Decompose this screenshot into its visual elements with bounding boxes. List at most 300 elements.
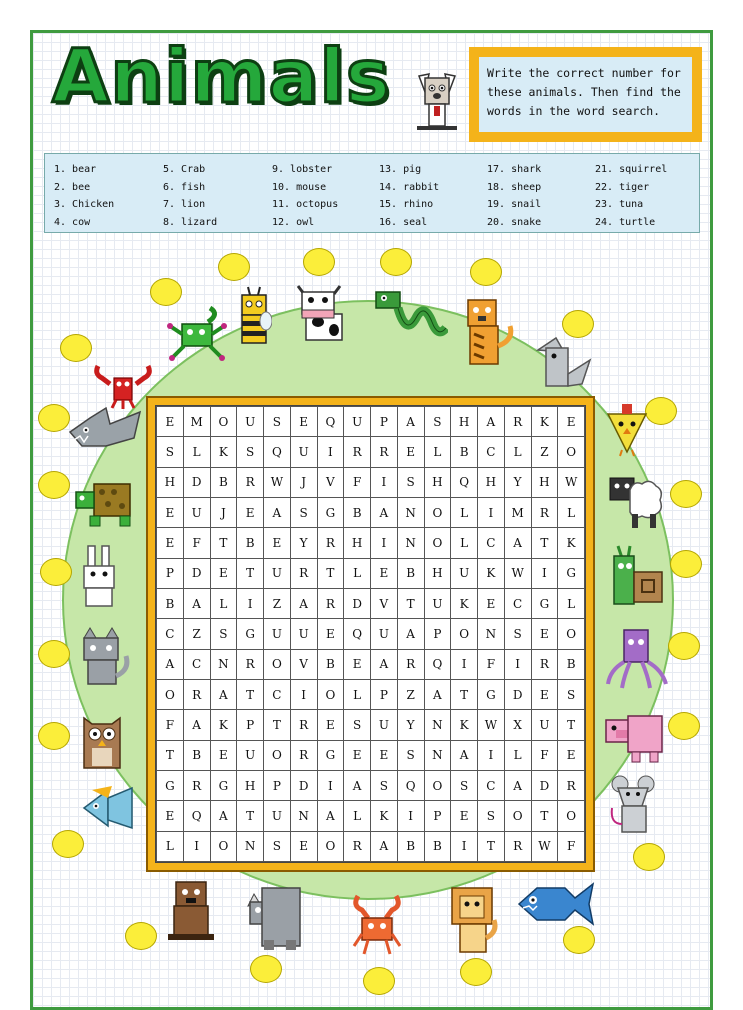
letter-cell[interactable]: U <box>371 619 398 649</box>
letter-cell[interactable]: G <box>478 679 505 709</box>
letter-cell[interactable]: M <box>504 497 531 527</box>
letter-cell[interactable]: O <box>558 801 585 831</box>
letter-cell[interactable]: E <box>478 588 505 618</box>
word-list-item: 19. snail <box>487 199 542 210</box>
letter-cell[interactable]: R <box>290 558 317 588</box>
letter-cell[interactable]: A <box>344 770 371 800</box>
letter-cell[interactable]: O <box>424 770 451 800</box>
letter-cell[interactable]: T <box>558 710 585 740</box>
letter-cell[interactable]: U <box>264 801 291 831</box>
letter-cell[interactable]: R <box>344 831 371 861</box>
bee-icon <box>236 285 272 349</box>
letter-cell[interactable]: I <box>504 649 531 679</box>
letter-cell[interactable]: E <box>210 558 237 588</box>
letter-cell[interactable]: L <box>344 801 371 831</box>
letter-cell[interactable]: K <box>451 710 478 740</box>
letter-cell[interactable]: R <box>531 497 558 527</box>
lion-icon <box>448 884 502 958</box>
letter-cell[interactable]: O <box>558 619 585 649</box>
letter-cell[interactable]: L <box>451 497 478 527</box>
letter-cell[interactable]: A <box>317 801 344 831</box>
letter-cell[interactable]: B <box>183 740 210 770</box>
letter-cell[interactable]: U <box>451 558 478 588</box>
letter-cell[interactable]: V <box>371 588 398 618</box>
letter-cell[interactable]: L <box>558 497 585 527</box>
letter-cell[interactable]: T <box>237 801 264 831</box>
letter-cell[interactable]: E <box>371 558 398 588</box>
letter-cell[interactable]: E <box>157 497 184 527</box>
letter-cell[interactable]: I <box>531 558 558 588</box>
letter-cell[interactable]: A <box>504 528 531 558</box>
letter-cell[interactable]: G <box>157 770 184 800</box>
word-list-item: 22. tiger <box>595 181 650 193</box>
letter-cell[interactable]: L <box>558 588 585 618</box>
letter-cell[interactable]: R <box>237 467 264 497</box>
letter-cell[interactable]: R <box>290 740 317 770</box>
letter-cell[interactable]: E <box>157 528 184 558</box>
word-list <box>44 153 700 233</box>
grid-row <box>157 649 585 679</box>
letter-cell[interactable]: S <box>478 801 505 831</box>
letter-cell[interactable]: A <box>157 649 184 679</box>
letter-cell[interactable]: Y <box>397 710 424 740</box>
answer-circle[interactable] <box>125 922 157 950</box>
snail-icon <box>608 542 666 608</box>
letter-cell[interactable]: A <box>478 407 505 437</box>
letter-cell[interactable]: E <box>157 801 184 831</box>
letter-cell[interactable]: T <box>210 528 237 558</box>
letter-cell[interactable]: P <box>157 558 184 588</box>
letter-cell[interactable]: L <box>210 588 237 618</box>
letter-cell[interactable]: Z <box>264 588 291 618</box>
word-list-item: 12. owl <box>272 216 315 228</box>
letter-cell[interactable]: S <box>451 770 478 800</box>
letter-cell[interactable]: I <box>371 467 398 497</box>
letter-cell[interactable]: R <box>183 770 210 800</box>
letter-cell[interactable]: C <box>183 649 210 679</box>
letter-cell[interactable]: Q <box>183 801 210 831</box>
instructions-line: these animals. Then find the <box>487 85 681 99</box>
letter-cell[interactable]: J <box>290 467 317 497</box>
letter-cell[interactable]: D <box>344 588 371 618</box>
letter-cell[interactable]: N <box>478 619 505 649</box>
letter-cell[interactable]: Z <box>183 619 210 649</box>
letter-cell[interactable]: T <box>237 679 264 709</box>
letter-cell[interactable]: L <box>504 740 531 770</box>
letter-cell[interactable]: A <box>183 710 210 740</box>
tiger-icon <box>462 296 518 370</box>
letter-cell[interactable]: O <box>451 619 478 649</box>
grid-row <box>157 679 585 709</box>
answer-circle[interactable] <box>633 843 665 871</box>
word-list-item: 16. seal <box>379 216 428 228</box>
letter-cell[interactable]: B <box>451 437 478 467</box>
word-list-item: 8. lizard <box>163 216 218 228</box>
answer-circle[interactable] <box>250 955 282 983</box>
letter-cell[interactable]: I <box>478 497 505 527</box>
letter-cell[interactable]: I <box>451 831 478 861</box>
letter-cell[interactable]: O <box>264 649 291 679</box>
letter-cell[interactable]: S <box>397 740 424 770</box>
answer-circle[interactable] <box>38 722 70 750</box>
letter-cell[interactable]: P <box>424 619 451 649</box>
letter-cell[interactable]: R <box>531 649 558 679</box>
letter-cell[interactable]: I <box>451 649 478 679</box>
dog-icon <box>413 70 461 134</box>
letter-cell[interactable]: L <box>183 437 210 467</box>
letter-cell[interactable]: A <box>451 740 478 770</box>
answer-circle[interactable] <box>40 558 72 586</box>
answer-circle[interactable] <box>363 967 395 995</box>
letter-cell[interactable]: T <box>237 558 264 588</box>
word-list-item: 18. sheep <box>487 181 542 193</box>
letter-cell[interactable]: R <box>344 437 371 467</box>
letter-cell[interactable]: O <box>210 831 237 861</box>
letter-cell[interactable]: R <box>371 437 398 467</box>
letter-cell[interactable]: B <box>157 588 184 618</box>
letter-cell[interactable]: A <box>264 497 291 527</box>
letter-cell[interactable]: D <box>183 558 210 588</box>
letter-cell[interactable]: R <box>504 831 531 861</box>
letter-cell[interactable]: O <box>317 831 344 861</box>
letter-cell[interactable]: E <box>290 407 317 437</box>
letter-cell[interactable]: E <box>344 740 371 770</box>
letter-cell[interactable]: D <box>290 770 317 800</box>
letter-cell[interactable]: U <box>371 710 398 740</box>
letter-cell[interactable]: E <box>264 528 291 558</box>
word-list-item: 10. mouse <box>272 181 327 193</box>
letter-cell[interactable]: E <box>558 740 585 770</box>
letter-cell[interactable]: J <box>210 497 237 527</box>
letter-cell[interactable]: S <box>210 619 237 649</box>
letter-cell[interactable]: I <box>397 801 424 831</box>
answer-circle[interactable] <box>668 712 700 740</box>
letter-cell[interactable]: U <box>290 619 317 649</box>
letter-cell[interactable]: Y <box>290 528 317 558</box>
letter-cell[interactable]: E <box>317 710 344 740</box>
letter-cell[interactable]: T <box>531 801 558 831</box>
letter-cell[interactable]: E <box>397 437 424 467</box>
answer-circle[interactable] <box>668 632 700 660</box>
word-search-table <box>156 406 585 862</box>
letter-cell[interactable]: R <box>183 679 210 709</box>
grid-row <box>157 710 585 740</box>
letter-cell[interactable]: H <box>424 558 451 588</box>
letter-cell[interactable]: H <box>237 770 264 800</box>
letter-cell[interactable]: B <box>397 831 424 861</box>
letter-cell[interactable]: H <box>478 467 505 497</box>
letter-cell[interactable]: H <box>451 407 478 437</box>
letter-cell[interactable]: F <box>183 528 210 558</box>
letter-cell[interactable]: K <box>210 710 237 740</box>
letter-cell[interactable]: K <box>371 801 398 831</box>
letter-cell[interactable]: Q <box>424 649 451 679</box>
letter-cell[interactable]: S <box>371 770 398 800</box>
letter-cell[interactable]: U <box>237 740 264 770</box>
grid-row <box>157 467 585 497</box>
letter-cell[interactable]: I <box>317 437 344 467</box>
grid-row <box>157 437 585 467</box>
seal-icon <box>166 878 216 944</box>
letter-cell[interactable]: R <box>290 710 317 740</box>
letter-cell[interactable]: B <box>558 649 585 679</box>
answer-circle[interactable] <box>380 248 412 276</box>
word-list-column <box>54 161 162 231</box>
letter-cell[interactable]: X <box>504 710 531 740</box>
letter-cell[interactable]: B <box>317 649 344 679</box>
letter-cell[interactable]: E <box>531 619 558 649</box>
letter-cell[interactable]: B <box>344 497 371 527</box>
letter-cell[interactable]: S <box>157 437 184 467</box>
letter-cell[interactable]: P <box>371 679 398 709</box>
letter-cell[interactable]: I <box>290 679 317 709</box>
letter-cell[interactable]: C <box>478 528 505 558</box>
letter-cell[interactable]: A <box>504 770 531 800</box>
letter-cell[interactable]: S <box>237 437 264 467</box>
shark-icon <box>66 406 142 460</box>
letter-cell[interactable]: E <box>558 407 585 437</box>
letter-cell[interactable]: O <box>157 679 184 709</box>
letter-cell[interactable]: L <box>344 558 371 588</box>
letter-cell[interactable]: A <box>183 588 210 618</box>
letter-cell[interactable]: R <box>397 649 424 679</box>
grid-row <box>157 588 585 618</box>
letter-cell[interactable]: O <box>264 740 291 770</box>
letter-cell[interactable]: C <box>504 588 531 618</box>
answer-circle[interactable] <box>460 958 492 986</box>
letter-cell[interactable]: H <box>157 467 184 497</box>
chicken-icon <box>604 402 650 458</box>
letter-cell[interactable]: N <box>210 649 237 679</box>
letter-cell[interactable]: I <box>183 831 210 861</box>
letter-cell[interactable]: O <box>210 407 237 437</box>
letter-cell[interactable]: S <box>344 710 371 740</box>
letter-cell[interactable]: S <box>424 407 451 437</box>
word-list-item: 2. bee <box>54 181 91 193</box>
letter-cell[interactable]: B <box>210 467 237 497</box>
letter-cell[interactable]: A <box>424 679 451 709</box>
letter-cell[interactable]: E <box>317 619 344 649</box>
letter-cell[interactable]: F <box>344 467 371 497</box>
letter-cell[interactable]: R <box>317 588 344 618</box>
letter-cell[interactable]: R <box>558 770 585 800</box>
letter-cell[interactable]: E <box>210 740 237 770</box>
letter-cell[interactable]: W <box>558 467 585 497</box>
answer-circle[interactable] <box>670 480 702 508</box>
letter-cell[interactable]: R <box>504 407 531 437</box>
letter-cell[interactable]: S <box>290 497 317 527</box>
letter-cell[interactable]: W <box>531 831 558 861</box>
letter-cell[interactable]: R <box>237 649 264 679</box>
letter-cell[interactable]: C <box>478 437 505 467</box>
letter-cell[interactable]: Z <box>531 437 558 467</box>
letter-cell[interactable]: K <box>451 588 478 618</box>
letter-cell[interactable]: C <box>264 679 291 709</box>
letter-cell[interactable]: N <box>397 497 424 527</box>
letter-cell[interactable]: B <box>397 558 424 588</box>
letter-cell[interactable]: E <box>157 407 184 437</box>
letter-cell[interactable]: G <box>237 619 264 649</box>
letter-cell[interactable]: T <box>397 588 424 618</box>
letter-cell[interactable]: V <box>317 467 344 497</box>
letter-cell[interactable]: K <box>558 528 585 558</box>
letter-cell[interactable]: S <box>264 831 291 861</box>
letter-cell[interactable]: L <box>344 679 371 709</box>
letter-cell[interactable]: L <box>504 437 531 467</box>
word-list-item: 23. tuna <box>595 199 644 210</box>
letter-cell[interactable]: Q <box>397 770 424 800</box>
letter-cell[interactable]: F <box>157 710 184 740</box>
letter-cell[interactable]: P <box>424 801 451 831</box>
letter-cell[interactable]: B <box>237 528 264 558</box>
letter-cell[interactable]: N <box>290 801 317 831</box>
letter-cell[interactable]: U <box>424 588 451 618</box>
letter-cell[interactable]: D <box>183 467 210 497</box>
letter-cell[interactable]: O <box>317 679 344 709</box>
letter-cell[interactable]: G <box>317 740 344 770</box>
letter-cell[interactable]: F <box>478 649 505 679</box>
letter-cell[interactable]: A <box>290 588 317 618</box>
letter-cell[interactable]: K <box>210 437 237 467</box>
letter-cell[interactable]: P <box>264 770 291 800</box>
letter-cell[interactable]: E <box>371 740 398 770</box>
letter-cell[interactable]: U <box>531 710 558 740</box>
letter-cell[interactable]: E <box>451 801 478 831</box>
grid-row <box>157 831 585 861</box>
letter-cell[interactable]: T <box>157 740 184 770</box>
letter-cell[interactable]: I <box>371 528 398 558</box>
letter-cell[interactable]: N <box>424 740 451 770</box>
answer-circle[interactable] <box>38 471 70 499</box>
letter-cell[interactable]: P <box>237 710 264 740</box>
letter-cell[interactable]: Q <box>264 437 291 467</box>
rabbit-icon <box>78 544 122 612</box>
letter-cell[interactable]: Q <box>451 467 478 497</box>
word-list-item: 15. rhino <box>379 199 434 210</box>
letter-cell[interactable]: T <box>478 831 505 861</box>
letter-cell[interactable]: E <box>290 831 317 861</box>
letter-cell[interactable]: S <box>264 407 291 437</box>
answer-circle[interactable] <box>563 926 595 954</box>
letter-cell[interactable]: A <box>397 619 424 649</box>
answer-circle[interactable] <box>303 248 335 276</box>
letter-cell[interactable]: U <box>183 497 210 527</box>
tuna-icon <box>515 880 595 928</box>
letter-cell[interactable]: T <box>451 679 478 709</box>
answer-circle[interactable] <box>470 258 502 286</box>
letter-cell[interactable]: S <box>504 619 531 649</box>
letter-cell[interactable]: E <box>531 679 558 709</box>
answer-circle[interactable] <box>150 278 182 306</box>
letter-cell[interactable]: G <box>210 770 237 800</box>
letter-cell[interactable]: D <box>531 770 558 800</box>
word-list-item: 4. cow <box>54 216 91 228</box>
letter-cell[interactable]: V <box>290 649 317 679</box>
letter-cell[interactable]: D <box>504 679 531 709</box>
letter-cell[interactable]: C <box>157 619 184 649</box>
letter-cell[interactable]: Q <box>344 619 371 649</box>
letter-cell[interactable]: I <box>237 588 264 618</box>
letter-cell[interactable]: P <box>371 407 398 437</box>
word-list-item: 5. Crab <box>163 164 206 175</box>
letter-cell[interactable]: H <box>344 528 371 558</box>
letter-cell[interactable]: A <box>371 649 398 679</box>
letter-cell[interactable]: F <box>558 831 585 861</box>
letter-cell[interactable]: H <box>424 467 451 497</box>
letter-cell[interactable]: W <box>478 710 505 740</box>
letter-cell[interactable]: O <box>424 528 451 558</box>
letter-cell[interactable]: W <box>264 467 291 497</box>
letter-cell[interactable]: L <box>424 437 451 467</box>
letter-cell[interactable]: K <box>478 558 505 588</box>
letter-cell[interactable]: O <box>504 801 531 831</box>
letter-cell[interactable]: C <box>478 770 505 800</box>
letter-cell[interactable]: A <box>371 497 398 527</box>
letter-cell[interactable]: H <box>531 467 558 497</box>
letter-cell[interactable]: T <box>264 710 291 740</box>
letter-cell[interactable]: N <box>424 710 451 740</box>
letter-cell[interactable]: B <box>424 831 451 861</box>
letter-cell[interactable]: N <box>237 831 264 861</box>
letter-cell[interactable]: A <box>210 679 237 709</box>
letter-cell[interactable]: E <box>237 497 264 527</box>
letter-cell[interactable]: A <box>371 831 398 861</box>
letter-cell[interactable]: Z <box>397 679 424 709</box>
letter-cell[interactable]: N <box>397 528 424 558</box>
letter-cell[interactable]: O <box>558 437 585 467</box>
word-list-column <box>379 161 487 231</box>
letter-cell[interactable]: L <box>157 831 184 861</box>
letter-cell[interactable]: T <box>531 528 558 558</box>
answer-circle[interactable] <box>218 253 250 281</box>
answer-circle[interactable] <box>52 830 84 858</box>
letter-cell[interactable]: M <box>183 407 210 437</box>
letter-cell[interactable]: E <box>344 649 371 679</box>
letter-cell[interactable]: R <box>317 528 344 558</box>
letter-cell[interactable]: Q <box>317 407 344 437</box>
word-list-item: 3. Chicken <box>54 199 115 210</box>
letter-cell[interactable]: W <box>504 558 531 588</box>
letter-cell[interactable]: A <box>210 801 237 831</box>
letter-cell[interactable]: U <box>290 437 317 467</box>
letter-cell[interactable]: I <box>317 770 344 800</box>
grid-row <box>157 528 585 558</box>
letter-cell[interactable]: U <box>264 619 291 649</box>
sheep-icon <box>606 470 664 532</box>
letter-cell[interactable]: Y <box>504 467 531 497</box>
letter-cell[interactable]: O <box>424 497 451 527</box>
letter-cell[interactable]: U <box>264 558 291 588</box>
letter-cell[interactable]: G <box>317 497 344 527</box>
letter-cell[interactable]: G <box>531 588 558 618</box>
answer-circle[interactable] <box>670 550 702 578</box>
letter-cell[interactable]: S <box>397 467 424 497</box>
answer-circle[interactable] <box>38 640 70 668</box>
letter-cell[interactable]: A <box>397 407 424 437</box>
answer-circle[interactable] <box>60 334 92 362</box>
letter-cell[interactable]: U <box>237 407 264 437</box>
letter-cell[interactable]: G <box>558 558 585 588</box>
letter-cell[interactable]: I <box>478 740 505 770</box>
letter-cell[interactable]: K <box>531 407 558 437</box>
word-list-column <box>487 161 595 231</box>
letter-cell[interactable]: T <box>317 558 344 588</box>
letter-cell[interactable]: L <box>451 528 478 558</box>
letter-cell[interactable]: S <box>558 679 585 709</box>
turtle-icon <box>72 478 142 532</box>
letter-cell[interactable]: U <box>344 407 371 437</box>
letter-cell[interactable]: F <box>531 740 558 770</box>
